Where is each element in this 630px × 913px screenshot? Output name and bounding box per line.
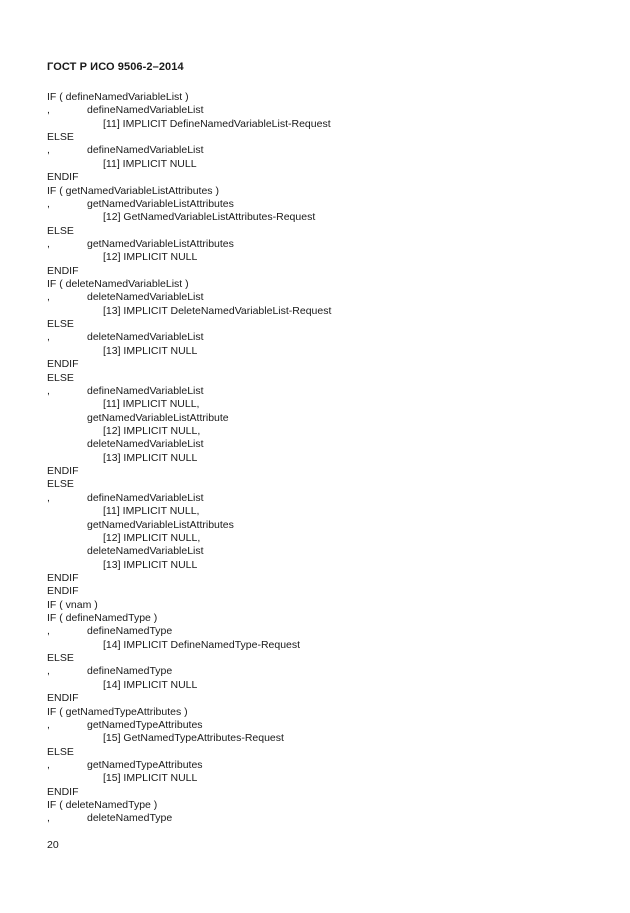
code-line	[47, 732, 607, 745]
line-text: [15] GetNamedTypeAttributes-Request	[103, 732, 284, 745]
line-text: [13] IMPLICIT NULL	[103, 558, 198, 571]
line-text: [13] IMPLICIT NULL	[103, 451, 198, 464]
code-line	[47, 585, 607, 598]
line-text: defineNamedVariableList	[87, 144, 204, 157]
code-line	[47, 665, 607, 678]
code-line	[47, 158, 607, 171]
code-line	[47, 358, 607, 371]
code-line	[47, 478, 607, 491]
line-text: [12] IMPLICIT NULL,	[103, 531, 201, 544]
code-line	[47, 331, 607, 344]
code-line	[47, 532, 607, 545]
code-line	[47, 118, 607, 131]
line-comma: ,	[47, 812, 50, 825]
line-text: ENDIF	[47, 571, 79, 584]
line-text: getNamedTypeAttributes	[87, 758, 203, 771]
line-comma: ,	[47, 625, 50, 638]
line-text: getNamedVariableListAttributes	[87, 518, 234, 531]
code-line	[47, 772, 607, 785]
code-line	[47, 612, 607, 625]
line-text: [14] IMPLICIT NULL	[103, 678, 198, 691]
code-line	[47, 318, 607, 331]
line-text: ELSE	[47, 131, 74, 144]
code-line	[47, 144, 607, 157]
document-header: ГОСТ Р ИСО 9506-2–2014	[47, 61, 184, 73]
line-text: [15] IMPLICIT NULL	[103, 772, 198, 785]
line-text: IF ( defineNamedVariableList )	[47, 91, 189, 103]
code-line	[47, 185, 607, 198]
code-line	[47, 425, 607, 438]
line-comma: ,	[47, 144, 50, 157]
code-line	[47, 412, 607, 425]
code-line	[47, 746, 607, 759]
code-line	[47, 91, 607, 104]
line-text: ENDIF	[47, 785, 79, 798]
code-line	[47, 452, 607, 465]
code-line	[47, 345, 607, 358]
line-text: ENDIF	[47, 585, 79, 598]
line-text: ENDIF	[47, 358, 79, 371]
code-line	[47, 759, 607, 772]
line-text: [12] IMPLICIT NULL,	[103, 424, 201, 437]
line-text: [11] IMPLICIT NULL,	[103, 505, 200, 518]
line-comma: ,	[47, 291, 50, 304]
line-text: [13] IMPLICIT DeleteNamedVariableList-Request	[103, 304, 332, 317]
line-comma: ,	[47, 104, 50, 117]
line-text: deleteNamedVariableList	[87, 291, 204, 304]
code-line	[47, 131, 607, 144]
line-text: ELSE	[47, 318, 74, 331]
line-text: IF ( getNamedVariableListAttributes )	[47, 184, 219, 197]
line-text: ENDIF	[47, 692, 79, 705]
line-text: ELSE	[47, 371, 74, 384]
line-text: ENDIF	[47, 264, 79, 277]
line-text: defineNamedVariableList	[87, 104, 204, 117]
line-text: deleteNamedVariableList	[87, 438, 204, 451]
code-line	[47, 692, 607, 705]
line-comma: ,	[47, 197, 50, 210]
line-text: ELSE	[47, 478, 74, 491]
code-line	[47, 492, 607, 505]
code-line	[47, 372, 607, 385]
code-line	[47, 385, 607, 398]
code-line	[47, 104, 607, 117]
code-line	[47, 238, 607, 251]
line-comma: ,	[47, 384, 50, 397]
line-text: defineNamedVariableList	[87, 491, 204, 504]
line-text: getNamedVariableListAttributes	[87, 237, 234, 250]
code-line	[47, 225, 607, 238]
code-line	[47, 625, 607, 638]
code-line	[47, 719, 607, 732]
line-text: [11] IMPLICIT NULL	[103, 157, 197, 170]
code-line	[47, 171, 607, 184]
code-line	[47, 465, 607, 478]
line-text: ELSE	[47, 652, 74, 665]
line-text: [14] IMPLICIT DefineNamedType-Request	[103, 638, 301, 651]
line-text: IF ( vnam )	[47, 598, 98, 611]
line-text: ENDIF	[47, 465, 79, 478]
code-line	[47, 545, 607, 558]
code-block	[47, 91, 607, 826]
line-text: getNamedVariableListAttributes	[87, 197, 234, 210]
code-line	[47, 572, 607, 585]
code-line	[47, 599, 607, 612]
line-text: [12] GetNamedVariableListAttributes-Request	[103, 211, 316, 224]
code-line	[47, 519, 607, 532]
code-line	[47, 305, 607, 318]
line-comma: ,	[47, 665, 50, 678]
page-number: 20	[47, 839, 59, 851]
line-text: getNamedVariableListAttribute	[87, 411, 229, 424]
line-text: [11] IMPLICIT DefineNamedVariableList-Request	[103, 117, 331, 130]
line-text: IF ( defineNamedType )	[47, 612, 158, 625]
line-text: IF ( deleteNamedVariableList )	[47, 278, 189, 291]
code-line	[47, 505, 607, 518]
line-text: ELSE	[47, 745, 74, 758]
line-text: ENDIF	[47, 171, 79, 184]
code-line	[47, 251, 607, 264]
code-line	[47, 799, 607, 812]
line-comma: ,	[47, 718, 50, 731]
code-line	[47, 198, 607, 211]
code-line	[47, 812, 607, 825]
line-text: defineNamedType	[87, 665, 173, 678]
code-line	[47, 398, 607, 411]
code-line	[47, 706, 607, 719]
code-line	[47, 211, 607, 224]
line-text: [12] IMPLICIT NULL	[103, 251, 198, 264]
line-text: deleteNamedVariableList	[87, 331, 204, 344]
code-line	[47, 265, 607, 278]
line-text: IF ( getNamedTypeAttributes )	[47, 705, 188, 718]
code-line	[47, 639, 607, 652]
code-line	[47, 438, 607, 451]
code-line	[47, 291, 607, 304]
line-text: IF ( deleteNamedType )	[47, 799, 158, 812]
line-text: [11] IMPLICIT NULL,	[103, 398, 200, 411]
code-line	[47, 278, 607, 291]
code-line	[47, 559, 607, 572]
code-line	[47, 652, 607, 665]
line-text: ELSE	[47, 224, 74, 237]
line-text: defineNamedVariableList	[87, 384, 204, 397]
line-text: deleteNamedType	[87, 812, 173, 825]
line-comma: ,	[47, 758, 50, 771]
line-text: [13] IMPLICIT NULL	[103, 344, 198, 357]
code-line	[47, 679, 607, 692]
line-comma: ,	[47, 237, 50, 250]
line-text: getNamedTypeAttributes	[87, 718, 203, 731]
code-line	[47, 786, 607, 799]
line-comma: ,	[47, 491, 50, 504]
line-text: deleteNamedVariableList	[87, 545, 204, 558]
line-text: defineNamedType	[87, 625, 173, 638]
line-comma: ,	[47, 331, 50, 344]
